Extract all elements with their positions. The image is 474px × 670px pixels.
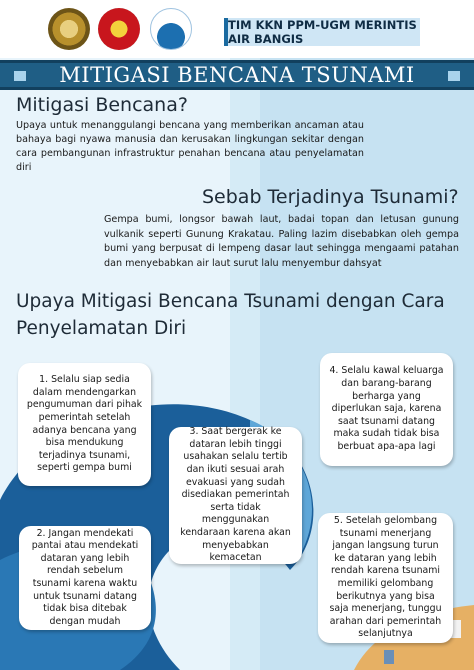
- page-title: MITIGASI BENCANA TSUNAMI: [59, 63, 415, 87]
- title-bar-accent-right: [448, 71, 460, 81]
- step-text-3: 3. Saat bergerak ke dataran lebih tinggi usahakan selalu tertib dan ikuti sesuai arah evakuasi yang sudah disediakan pemerintah serta tidak menggunakan kendaraan karena akan menyebabkan kemacetan: [180, 426, 291, 564]
- ugm-logo: [48, 8, 90, 50]
- section-text-sebab: Gempa bumi, longsor bawah laut, badai topan dan letusan gunung vulkanik seperti Gunung Krakatau. Paling lazim disebabkan oleh gempa bumi yang berpusat di lempeng dasar laut sehingga mengaami patahan dan menyebabkan air laut surut lalu menyembur dahsyat: [104, 214, 459, 269]
- step-card-4: [320, 353, 453, 466]
- step-text-2: 2. Jangan mendekati pantai atau mendekati dataran yang lebih rendah sebelum tsunami karena waktu untuk tsunami datang tidak bisa ditebak dengan mudah: [31, 527, 139, 627]
- header: [0, 0, 474, 58]
- section-heading-upaya: Upaya Mitigasi Bencana Tsunami dengan Cara Penyelamatan Diri: [16, 291, 445, 339]
- step-text-1: 1. Selalu siap sedia dalam mendengarkan pengumuman dari pihak pemerintah setelah adanya bencana yang bisa mendukung terjadinya tsunami, seperti gempa bumi: [26, 374, 143, 474]
- step-card-2: [19, 526, 151, 630]
- step-card-3: [169, 427, 302, 564]
- title-bar-accent-left: [14, 71, 26, 81]
- step-card-5: [318, 513, 453, 643]
- team-label: TIM KKN PPM-UGM MERINTIS AIR BANGIS: [224, 18, 420, 46]
- red-emblem-logo: [98, 8, 140, 50]
- step-card-1: [18, 363, 151, 486]
- wave-logo: [150, 8, 192, 50]
- step-text-5: 5. Setelah gelombang tsunami menerjang jangan langsung turun ke dataran yang lebih rendah karena tsunami memiliki gelombang berikutnya yang bisa saja menerjang, tunggu arahan dari pemerintah selanjutnya: [329, 515, 442, 640]
- section-text-mitigasi: Upaya untuk menanggulangi bencana yang memberikan ancaman atau bahaya bagi nyawa manusia dan kerusakan lingkungan sekitar dengan cara pembangunan infrastruktur penahan bencana atau penyelamatan diri: [16, 120, 364, 173]
- section-heading-mitigasi: Mitigasi Bencana?: [16, 94, 188, 116]
- section-heading-sebab: Sebab Terjadinya Tsunami?: [202, 186, 459, 208]
- step-text-4: 4. Selalu kawal keluarga dan barang-barang berharga yang diperlukan saja, karena saat tsunami datang maka sudah tidak bisa berbuat apa-apa lagi: [329, 365, 444, 452]
- title-bar: [0, 60, 474, 90]
